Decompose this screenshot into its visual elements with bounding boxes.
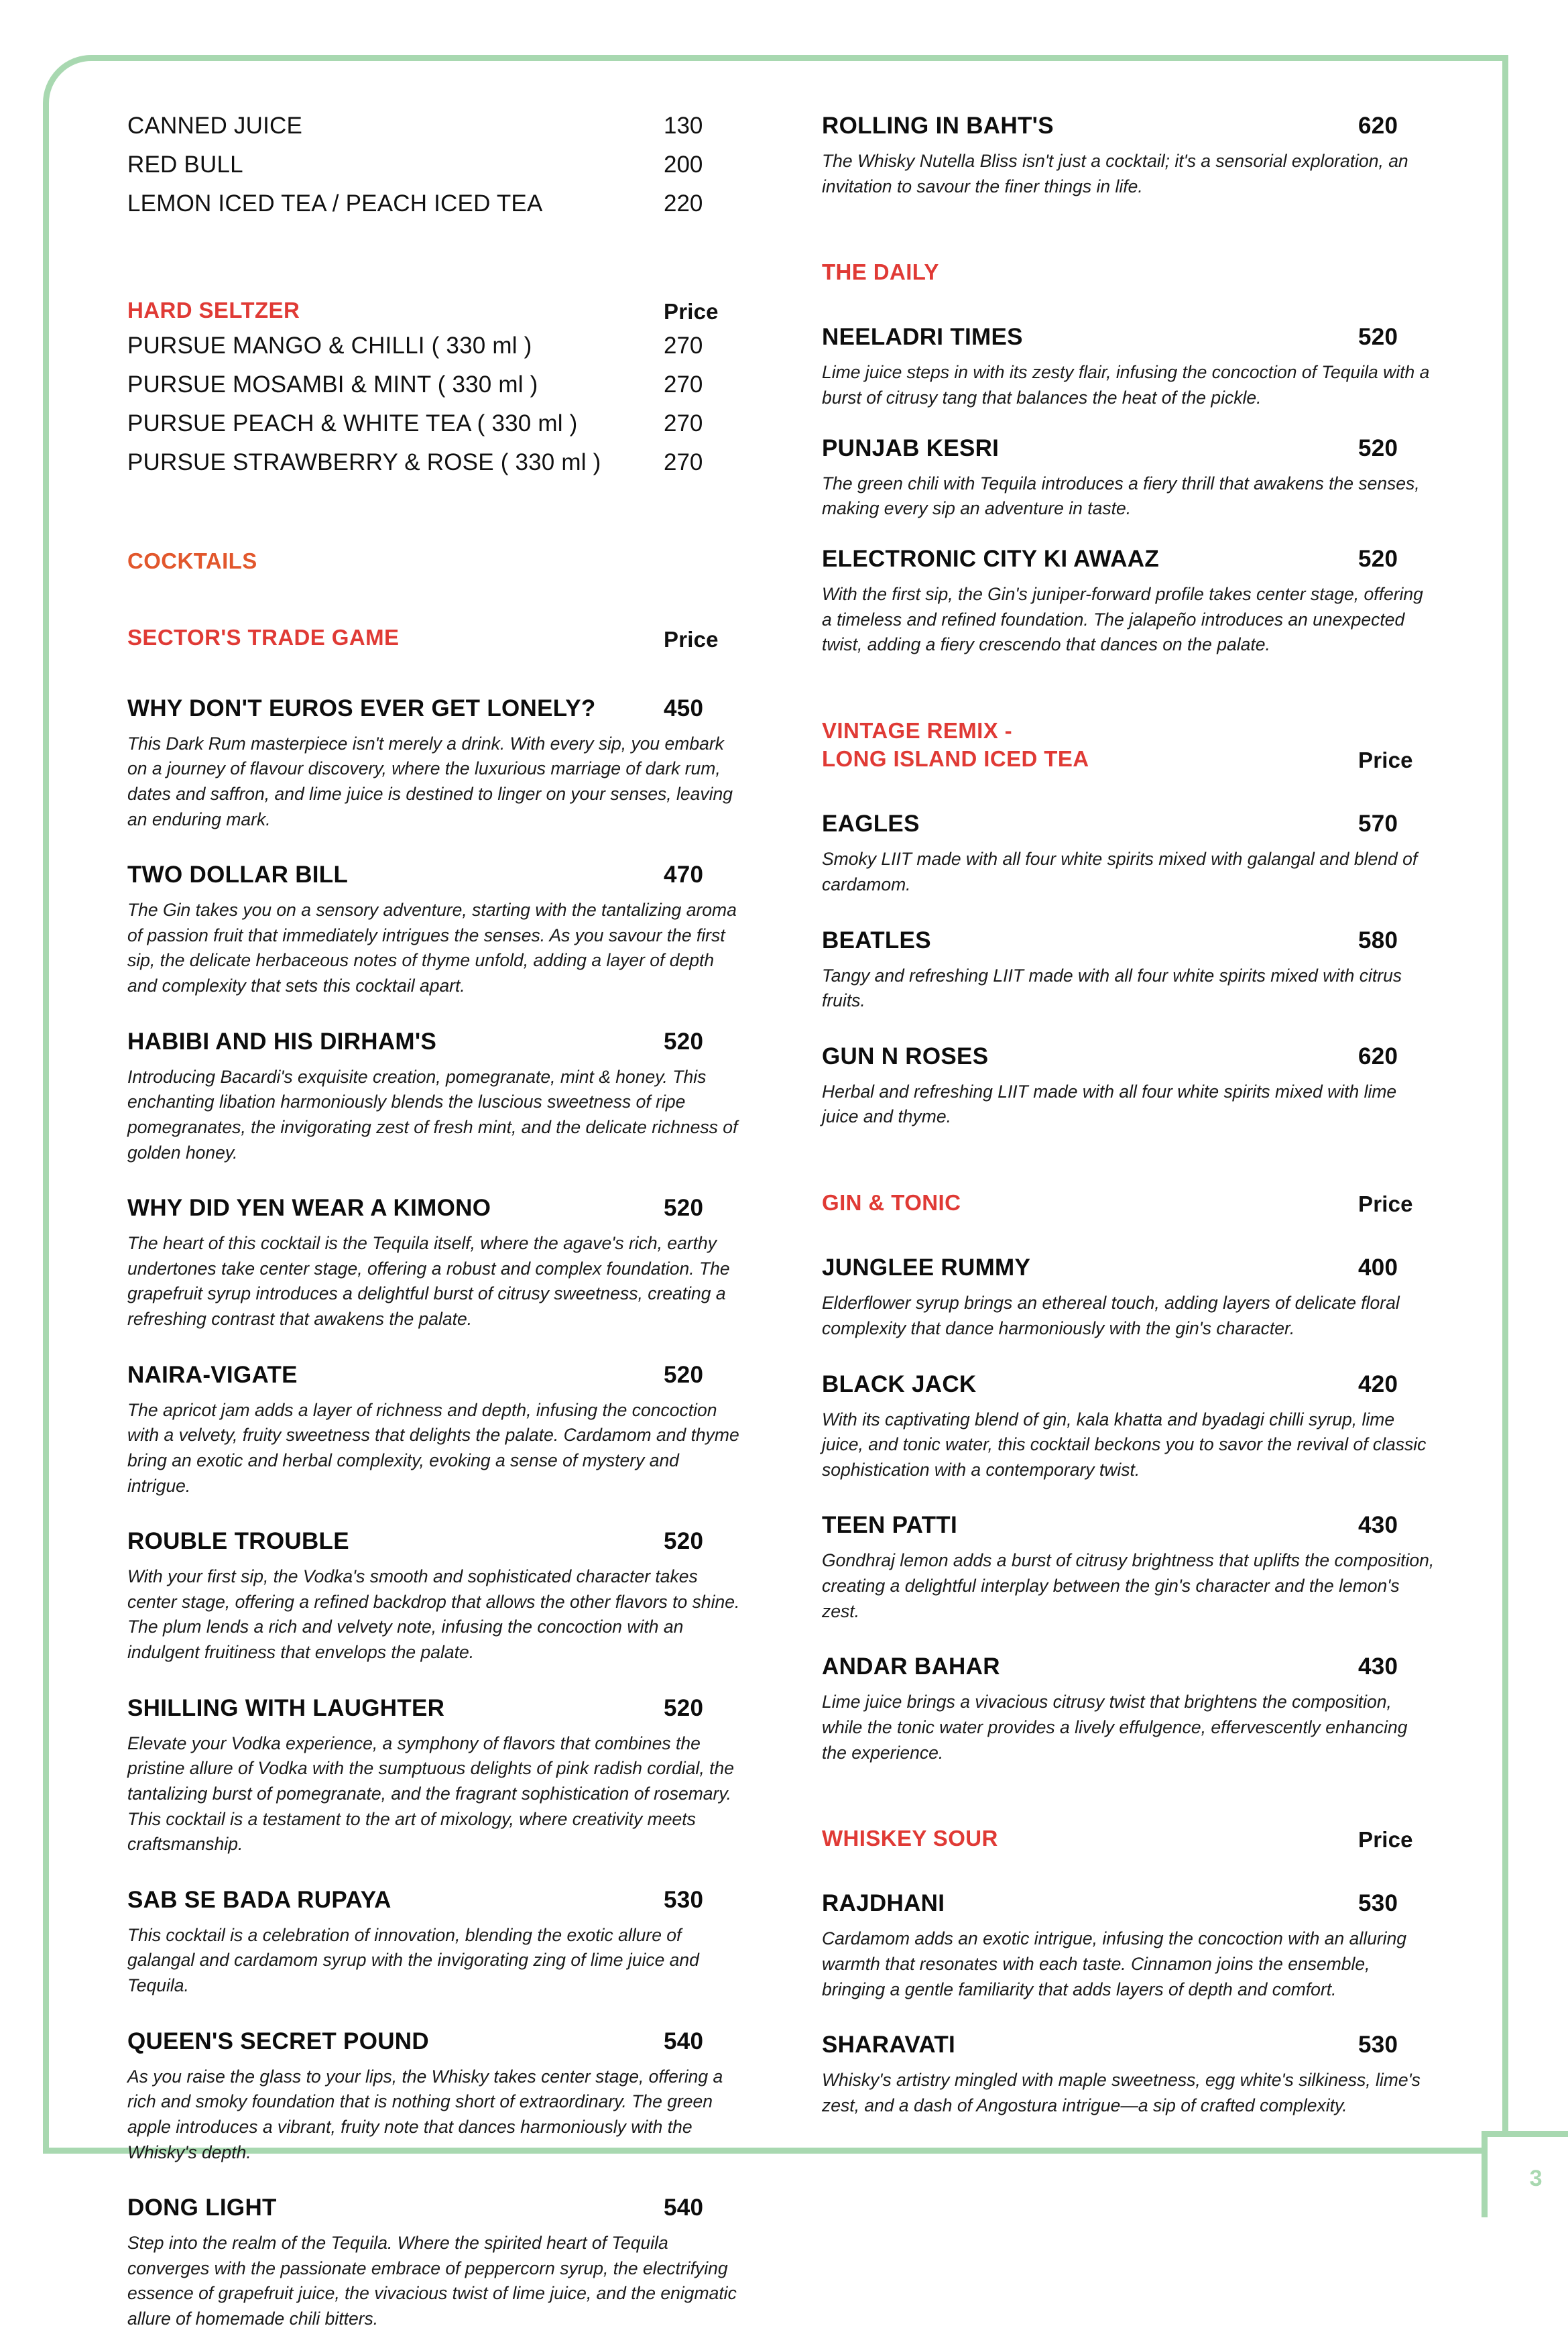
- item-name: TEEN PATTI: [822, 1512, 957, 1539]
- item-price: 270: [664, 333, 703, 359]
- item-name: TWO DOLLAR BILL: [127, 862, 349, 888]
- menu-item-header: [127, 2028, 794, 2055]
- item-price: 420: [1358, 1371, 1398, 1397]
- item-price: 470: [664, 862, 704, 888]
- menu-item-header: [127, 1029, 794, 1055]
- menu-item-header: [822, 811, 1461, 837]
- item-description: The Gin takes you on a sensory adventure, starting with the tantalizing aroma of passion fruit that immediately intrigues the senses. As you savour the first sip, the delicate herbaceous notes of thyme unfold, adding a layer of depth and complexity that sets this cocktail apart.: [127, 900, 737, 996]
- item-price: 270: [664, 449, 703, 476]
- section-title-line1: VINTAGE REMIX -: [822, 717, 1013, 743]
- menu-item-header: [822, 2032, 1461, 2058]
- item-price: 520: [1358, 434, 1398, 461]
- item-price: 530: [1358, 1890, 1398, 1917]
- item-name: SAB SE BADA RUPAYA: [127, 1886, 391, 1913]
- item-name: WHY DON'T EUROS EVER GET LONELY?: [127, 695, 596, 721]
- menu-item: [822, 927, 1461, 1014]
- item-price: 270: [664, 371, 703, 398]
- menu-item: [127, 1887, 794, 1999]
- item-name: RAJDHANI: [822, 1890, 945, 1917]
- menu-item-header: [127, 1195, 794, 1222]
- item-name: NEELADRI TIMES: [822, 324, 1023, 351]
- menu-item: [822, 2032, 1461, 2118]
- list-item: [127, 190, 794, 217]
- menu-item: [822, 1255, 1461, 1341]
- section-title: HARD SELTZER: [127, 298, 300, 323]
- menu-item-header: [822, 324, 1461, 351]
- menu-item-header: [127, 2195, 794, 2221]
- section-title: WHISKEY SOUR: [822, 1826, 998, 1851]
- menu-item-header: [822, 927, 1461, 954]
- list-item: [127, 113, 794, 139]
- item-description: Tangy and refreshing LIIT made with all four white spirits mixed with citrus fruits.: [822, 965, 1402, 1011]
- menu-columns: [127, 113, 1461, 2332]
- right-column: [794, 113, 1461, 2332]
- menu-item: [127, 1195, 794, 1332]
- list-item: [127, 333, 794, 359]
- item-name: ROLLING IN BAHT'S: [822, 113, 1054, 139]
- item-price: 520: [664, 1028, 704, 1055]
- item-name: ELECTRONIC CITY KI AWAAZ: [822, 545, 1160, 572]
- item-description: Whisky's artistry mingled with maple sweetness, egg white's silkiness, lime's zest, and a dash of Angostura intrigue—a sip of crafted complexity.: [822, 2070, 1421, 2115]
- item-name: PURSUE STRAWBERRY & ROSE ( 330 ml ): [127, 449, 601, 476]
- menu-item: [822, 1890, 1461, 2002]
- list-item: [127, 410, 794, 437]
- menu-item-header: [822, 1255, 1461, 1281]
- item-description: Herbal and refreshing LIIT made with all four white spirits mixed with lime juice and thyme.: [822, 1081, 1397, 1127]
- item-price: 430: [1358, 1512, 1398, 1539]
- item-price: 430: [1358, 1653, 1398, 1680]
- item-description: The green chili with Tequila introduces a fiery thrill that awakens the senses, making every sip an adventure in taste.: [822, 473, 1420, 519]
- item-name: LEMON ICED TEA / PEACH ICED TEA: [127, 190, 543, 217]
- menu-item: [822, 435, 1461, 522]
- menu-item-header: [127, 1695, 794, 1722]
- item-price: 200: [664, 152, 703, 178]
- page-number: 3: [1529, 2166, 1543, 2191]
- section-header-the-daily: [822, 258, 1461, 286]
- menu-item-header: [822, 1512, 1461, 1539]
- section-title: [822, 717, 1358, 773]
- menu-item-header: [822, 1890, 1461, 1917]
- item-name: PUNJAB KESRI: [822, 434, 1000, 461]
- menu-item: [127, 1695, 794, 1857]
- item-name: CANNED JUICE: [127, 113, 303, 139]
- menu-item-header: [127, 862, 794, 888]
- item-description: The heart of this cocktail is the Tequila itself, where the agave's rich, earthy undertones take center stage, offering a robust and complex foundation. The grapefruit syrup introduces a delightful burst of citrusy sweetness, creating a refreshing contrast that awakens the palate.: [127, 1233, 730, 1330]
- section-header-gin-and-tonic: [822, 1189, 1461, 1217]
- item-description: As you raise the glass to your lips, the Whisky takes center stage, offering a rich and smoky foundation that is nothing short of extraordinary. The green apple introduces a vibrant, fruity note that dances harmoniously with the Whisky's depth.: [127, 2066, 723, 2162]
- item-name: ANDAR BAHAR: [822, 1653, 1000, 1680]
- item-name: QUEEN'S SECRET POUND: [127, 2028, 429, 2054]
- item-name: DONG LIGHT: [127, 2195, 277, 2221]
- section-title: COCKTAILS: [127, 548, 257, 574]
- menu-item-header: [822, 1653, 1461, 1680]
- menu-item: [822, 1043, 1461, 1130]
- list-item: [127, 152, 794, 178]
- item-name: WHY DID YEN WEAR A KIMONO: [127, 1195, 491, 1222]
- item-description: This cocktail is a celebration of innovation, blending the exotic allure of galangal and cardamom syrup with the invigorating zing of lime juice and Tequila.: [127, 1924, 699, 1996]
- item-description: The Whisky Nutella Bliss isn't just a cocktail; it's a sensorial exploration, an invitation to savour the finer things in life.: [822, 151, 1408, 196]
- price-column-label: Price: [664, 626, 719, 652]
- menu-item: [127, 862, 794, 999]
- item-name: GUN N ROSES: [822, 1043, 989, 1069]
- section-title-line2: LONG ISLAND ICED TEA: [822, 746, 1089, 772]
- menu-item: [127, 1528, 794, 1666]
- item-description: With the first sip, the Gin's juniper-forward profile takes center stage, offering a timeless and refined foundation. The jalapeño introduces an unexpected twist, adding a fiery crescendo that dances on the palate.: [822, 583, 1423, 655]
- item-price: 520: [664, 1694, 704, 1721]
- item-description: With its captivating blend of gin, kala khatta and byadagi chilli syrup, lime juice, and tonic water, this cocktail beckons you to savor the revival of classic sophistication with a contemporary twist.: [822, 1409, 1427, 1480]
- item-name: PURSUE MANGO & CHILLI ( 330 ml ): [127, 333, 532, 359]
- section-title: SECTOR'S TRADE GAME: [127, 625, 400, 650]
- item-description: Cardamom adds an exotic intrigue, infusing the concoction with an alluring warmth that resonates with each taste. Cinnamon joins the ensemble, bringing a gentle familiarity that adds layers of depth and comfort.: [822, 1928, 1407, 1999]
- list-item: [127, 371, 794, 398]
- price-column-label: Price: [1358, 1827, 1413, 1853]
- menu-item-header: [127, 695, 794, 722]
- menu-item: [127, 695, 794, 833]
- item-description: Elevate your Vodka experience, a symphony of flavors that combines the pristine allure of Vodka with the sumptuous delights of pink radish cordial, the tantalizing burst of pomegranate, and the fragrant sophistication of rosemary. This cocktail is a testament to the art of mixology, where creativity meets craftsmanship.: [127, 1733, 734, 1855]
- item-name: PURSUE PEACH & WHITE TEA ( 330 ml ): [127, 410, 578, 437]
- menu-item-header: [127, 1528, 794, 1555]
- price-column-label: Price: [1358, 748, 1413, 773]
- page-border-notch-horizontal: [1482, 2131, 1568, 2137]
- menu-item: [822, 1653, 1461, 1765]
- price-column-label: Price: [664, 299, 719, 325]
- item-price: 450: [664, 695, 704, 721]
- item-description: Elderflower syrup brings an ethereal touch, adding layers of delicate floral complexity that dance harmoniously with the gin's character.: [822, 1293, 1400, 1338]
- menu-item: [127, 1362, 794, 1499]
- list-item: [127, 449, 794, 476]
- section-header-cocktails: [127, 547, 794, 575]
- item-price: 520: [664, 1528, 704, 1555]
- menu-item: [127, 1029, 794, 1166]
- menu-item: [822, 811, 1461, 897]
- item-description: Lime juice steps in with its zesty flair, infusing the concoction of Tequila with a burst of citrusy tang that balances the heat of the pickle.: [822, 362, 1430, 408]
- page-border-notch-mask: [1482, 2132, 1568, 2217]
- item-name: EAGLES: [822, 811, 920, 837]
- item-description: Gondhraj lemon adds a burst of citrusy brightness that uplifts the composition, creating a delightful interplay between the gin's character and the lemon's zest.: [822, 1550, 1435, 1621]
- section-header-whiskey-sour: [822, 1824, 1461, 1853]
- item-description: Step into the realm of the Tequila. Where the spirited heart of Tequila converges with the passionate embrace of peppercorn syrup, the electrifying essence of grapefruit juice, the vivacious twist of lime juice, and the enigmatic allure of homemade chili bitters.: [127, 2233, 737, 2329]
- item-name: BLACK JACK: [822, 1371, 977, 1397]
- item-price: 130: [664, 113, 703, 139]
- price-column-label: Price: [1358, 1191, 1413, 1217]
- menu-item: [822, 1371, 1461, 1483]
- item-description: The apricot jam adds a layer of richness and depth, infusing the concoction with a velvety, fruity sweetness that delights the palate. Cardamom and thyme bring an exotic and herbal complexity, evoking a sense of mystery and intrigue.: [127, 1399, 739, 1496]
- section-header-hard-seltzer: [127, 296, 794, 325]
- item-name: ROUBLE TROUBLE: [127, 1528, 349, 1555]
- menu-item-header: [822, 546, 1461, 573]
- page-border-notch-vertical: [1482, 2132, 1488, 2217]
- item-price: 520: [664, 1195, 704, 1222]
- item-name: SHARAVATI: [822, 2032, 956, 2058]
- item-price: 540: [664, 2195, 704, 2221]
- item-price: 540: [664, 2028, 704, 2054]
- item-price: 270: [664, 410, 703, 437]
- item-description: Lime juice brings a vivacious citrusy twist that brightens the composition, while the tonic water provides a lively effulgence, effervescently enhancing the experience.: [822, 1692, 1408, 1763]
- left-column: [127, 113, 794, 2332]
- item-name: BEATLES: [822, 927, 931, 953]
- section-header-vintage-remix: [822, 717, 1461, 773]
- section-title: GIN & TONIC: [822, 1190, 961, 1216]
- menu-item: [822, 324, 1461, 410]
- menu-item: [822, 113, 1461, 199]
- item-description: Smoky LIIT made with all four white spirits mixed with galangal and blend of cardamom.: [822, 849, 1418, 894]
- item-price: 520: [1358, 545, 1398, 572]
- menu-item-header: [822, 435, 1461, 462]
- item-price: 620: [1358, 1043, 1398, 1069]
- menu-item-header: [822, 1371, 1461, 1398]
- menu-item-header: [822, 113, 1461, 139]
- item-price: 620: [1358, 113, 1398, 139]
- item-name: NAIRA-VIGATE: [127, 1361, 298, 1388]
- menu-item: [822, 1512, 1461, 1624]
- item-price: 570: [1358, 811, 1398, 837]
- item-description: This Dark Rum masterpiece isn't merely a drink. With every sip, you embark on a journey of flavour discovery, where the luxurious marriage of dark rum, dates and saffron, and lime juice is destined to linger on your senses, leaving an enduring mark.: [127, 733, 733, 829]
- section-title: THE DAILY: [822, 259, 939, 285]
- item-price: 400: [1358, 1255, 1398, 1281]
- menu-item: [822, 546, 1461, 658]
- menu-item: [127, 2028, 794, 2166]
- item-name: RED BULL: [127, 152, 243, 178]
- item-price: 530: [1358, 2032, 1398, 2058]
- item-price: 580: [1358, 927, 1398, 953]
- menu-item-header: [127, 1362, 794, 1389]
- item-price: 530: [664, 1886, 704, 1913]
- menu-item-header: [822, 1043, 1461, 1070]
- item-name: HABIBI AND HIS DIRHAM'S: [127, 1028, 437, 1055]
- item-name: SHILLING WITH LAUGHTER: [127, 1694, 445, 1721]
- item-description: Introducing Bacardi's exquisite creation, pomegranate, mint & honey. This enchanting libation harmoniously blends the luscious sweetness of ripe pomegranates, the invigorating zest of fresh mint, and the delicate richness of golden honey.: [127, 1066, 738, 1163]
- item-name: JUNGLEE RUMMY: [822, 1255, 1031, 1281]
- item-price: 520: [1358, 324, 1398, 351]
- item-name: PURSUE MOSAMBI & MINT ( 330 ml ): [127, 371, 538, 398]
- item-price: 220: [664, 190, 703, 217]
- item-description: With your first sip, the Vodka's smooth and sophisticated character takes center stage, offering a refined backdrop that allows the other flavors to shine. The plum lends a rich and velvety note, infusing the concoction with an indulgent fruitiness that envelops the palate.: [127, 1566, 740, 1663]
- item-price: 520: [664, 1361, 704, 1388]
- menu-item: [127, 2195, 794, 2332]
- section-header-sectors-trade-game: [127, 624, 794, 652]
- menu-item-header: [127, 1887, 794, 1914]
